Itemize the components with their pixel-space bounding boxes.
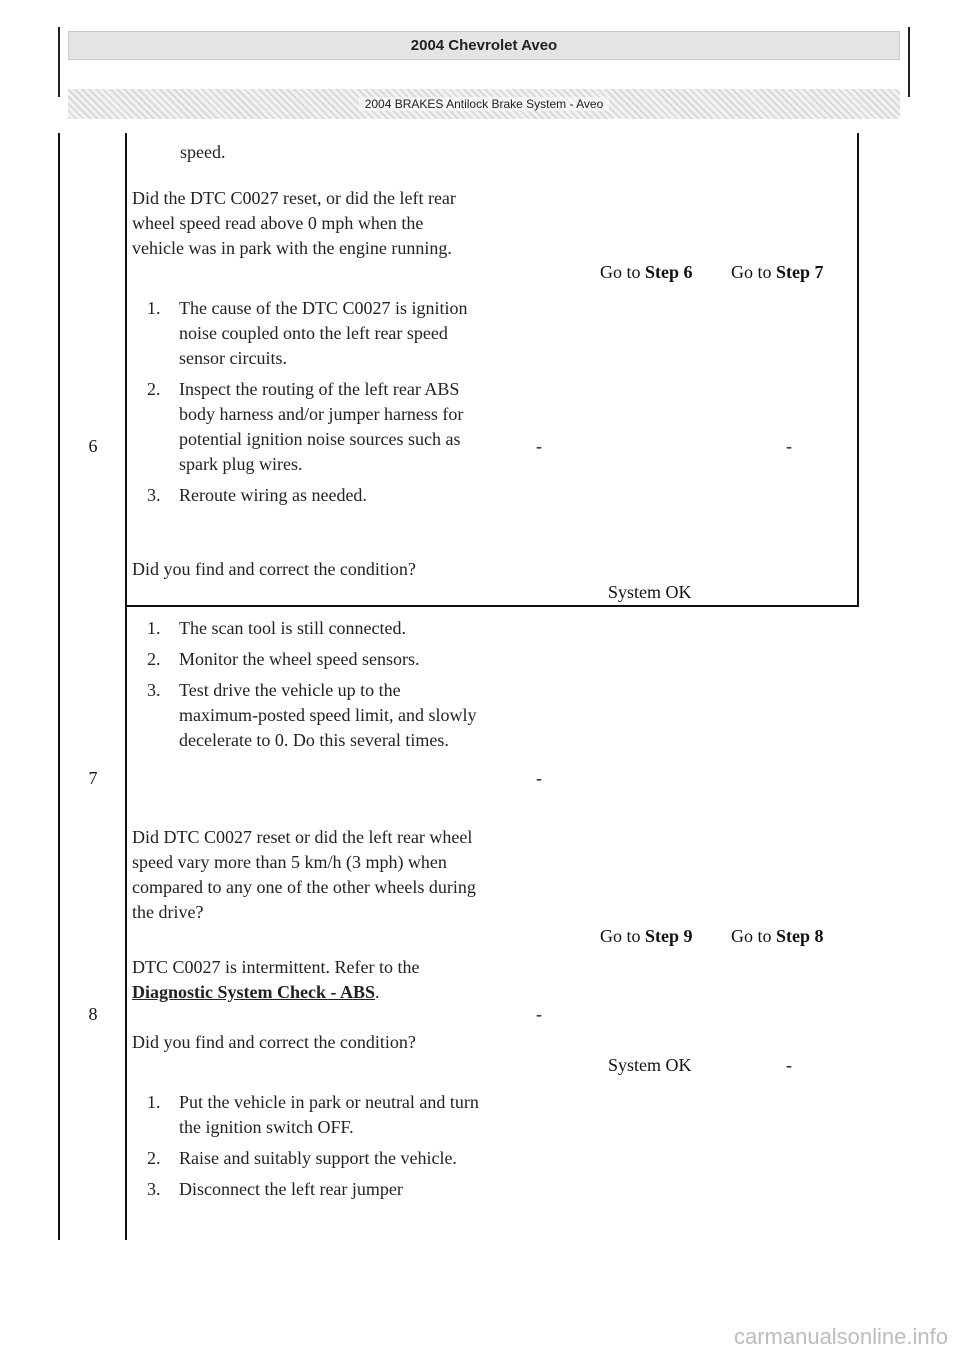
step6-yes-dash: - (786, 436, 792, 456)
table-row-divider (125, 605, 859, 607)
list-item: 1. The scan tool is still connected. (147, 618, 406, 638)
step6-value-dash: - (536, 436, 542, 456)
page-header (58, 27, 910, 111)
step7-no-goto: Go to Step 8 (731, 926, 824, 946)
list-item: 1. Put the vehicle in park or neutral and turn the ignition switch OFF. (147, 1092, 479, 1137)
step8-value-dash: - (536, 1004, 542, 1024)
step7-action-list (132, 616, 477, 759)
list-item: 3. Test drive the vehicle up to the maximum-posted speed limit, and slowly decelerate to 0. Do this several times. (147, 680, 477, 750)
step7-yes-step-link[interactable]: Step 9 (645, 926, 693, 946)
step6-yes-goto: Go to Step 6 (600, 262, 693, 282)
watermark: carmanualsonline.info (733, 1324, 948, 1349)
step6-question-1: Did the DTC C0027 reset, or did the left rear wheel speed read above 0 mph when the vehicle was in park with the engine running. (132, 188, 456, 258)
step6-action-list (132, 296, 477, 514)
step7-no-step-link[interactable]: Step 8 (776, 926, 824, 946)
step8-instruction: DTC C0027 is intermittent. Refer to the Diagnostic System Check - ABS. (132, 957, 420, 1002)
step9-action-list (132, 1090, 482, 1208)
step7-number: 7 (88, 768, 98, 788)
step7-yes-goto: Go to Step 9 (600, 926, 693, 946)
step6-yes-result: System OK (608, 582, 692, 602)
step8-number: 8 (88, 1004, 98, 1024)
step6-number: 6 (88, 436, 98, 456)
step8-no-result: - (786, 1055, 792, 1075)
diagnostic-system-check-link[interactable]: Diagnostic System Check - ABS (132, 982, 376, 1002)
table-border-left (58, 133, 60, 1240)
list-item: 1. The cause of the DTC C0027 is ignition noise coupled onto the left rear speed sensor circuits. (147, 298, 468, 368)
list-item: 3. Reroute wiring as needed. (147, 485, 367, 505)
step6-no-goto: Go to Step 7 (731, 262, 824, 282)
list-item: 2. Monitor the wheel speed sensors. (147, 649, 420, 669)
document-title: 2004 Chevrolet Aveo (68, 31, 900, 60)
step6-question-2: Did you find and correct the condition? (132, 559, 416, 579)
step6-no-step-link[interactable]: Step 7 (776, 262, 824, 282)
list-item: 2. Raise and suitably support the vehicle. (147, 1148, 457, 1168)
step6-yes-step-link[interactable]: Step 6 (645, 262, 693, 282)
step6-continued-text: speed. (180, 142, 226, 162)
step8-yes-result: System OK (608, 1055, 692, 1075)
step8-question: Did you find and correct the condition? (132, 1032, 416, 1052)
document-subtitle-text: 2004 BRAKES Antilock Brake System - Aveo (359, 97, 610, 111)
step7-value-dash: - (536, 768, 542, 788)
list-item: 3. Disconnect the left rear jumper (147, 1179, 403, 1199)
step7-question: Did DTC C0027 reset or did the left rear wheel speed vary more than 5 km/h (3 mph) when compared to any one of the other wheels during the drive? (132, 827, 476, 922)
table-border-right (857, 133, 859, 607)
list-item: 2. Inspect the routing of the left rear ABS body harness and/or jumper harness for potential ignition noise sources such as spark plug wires. (147, 379, 464, 474)
table-divider-step-column (125, 133, 127, 1240)
document-subtitle (68, 89, 900, 119)
